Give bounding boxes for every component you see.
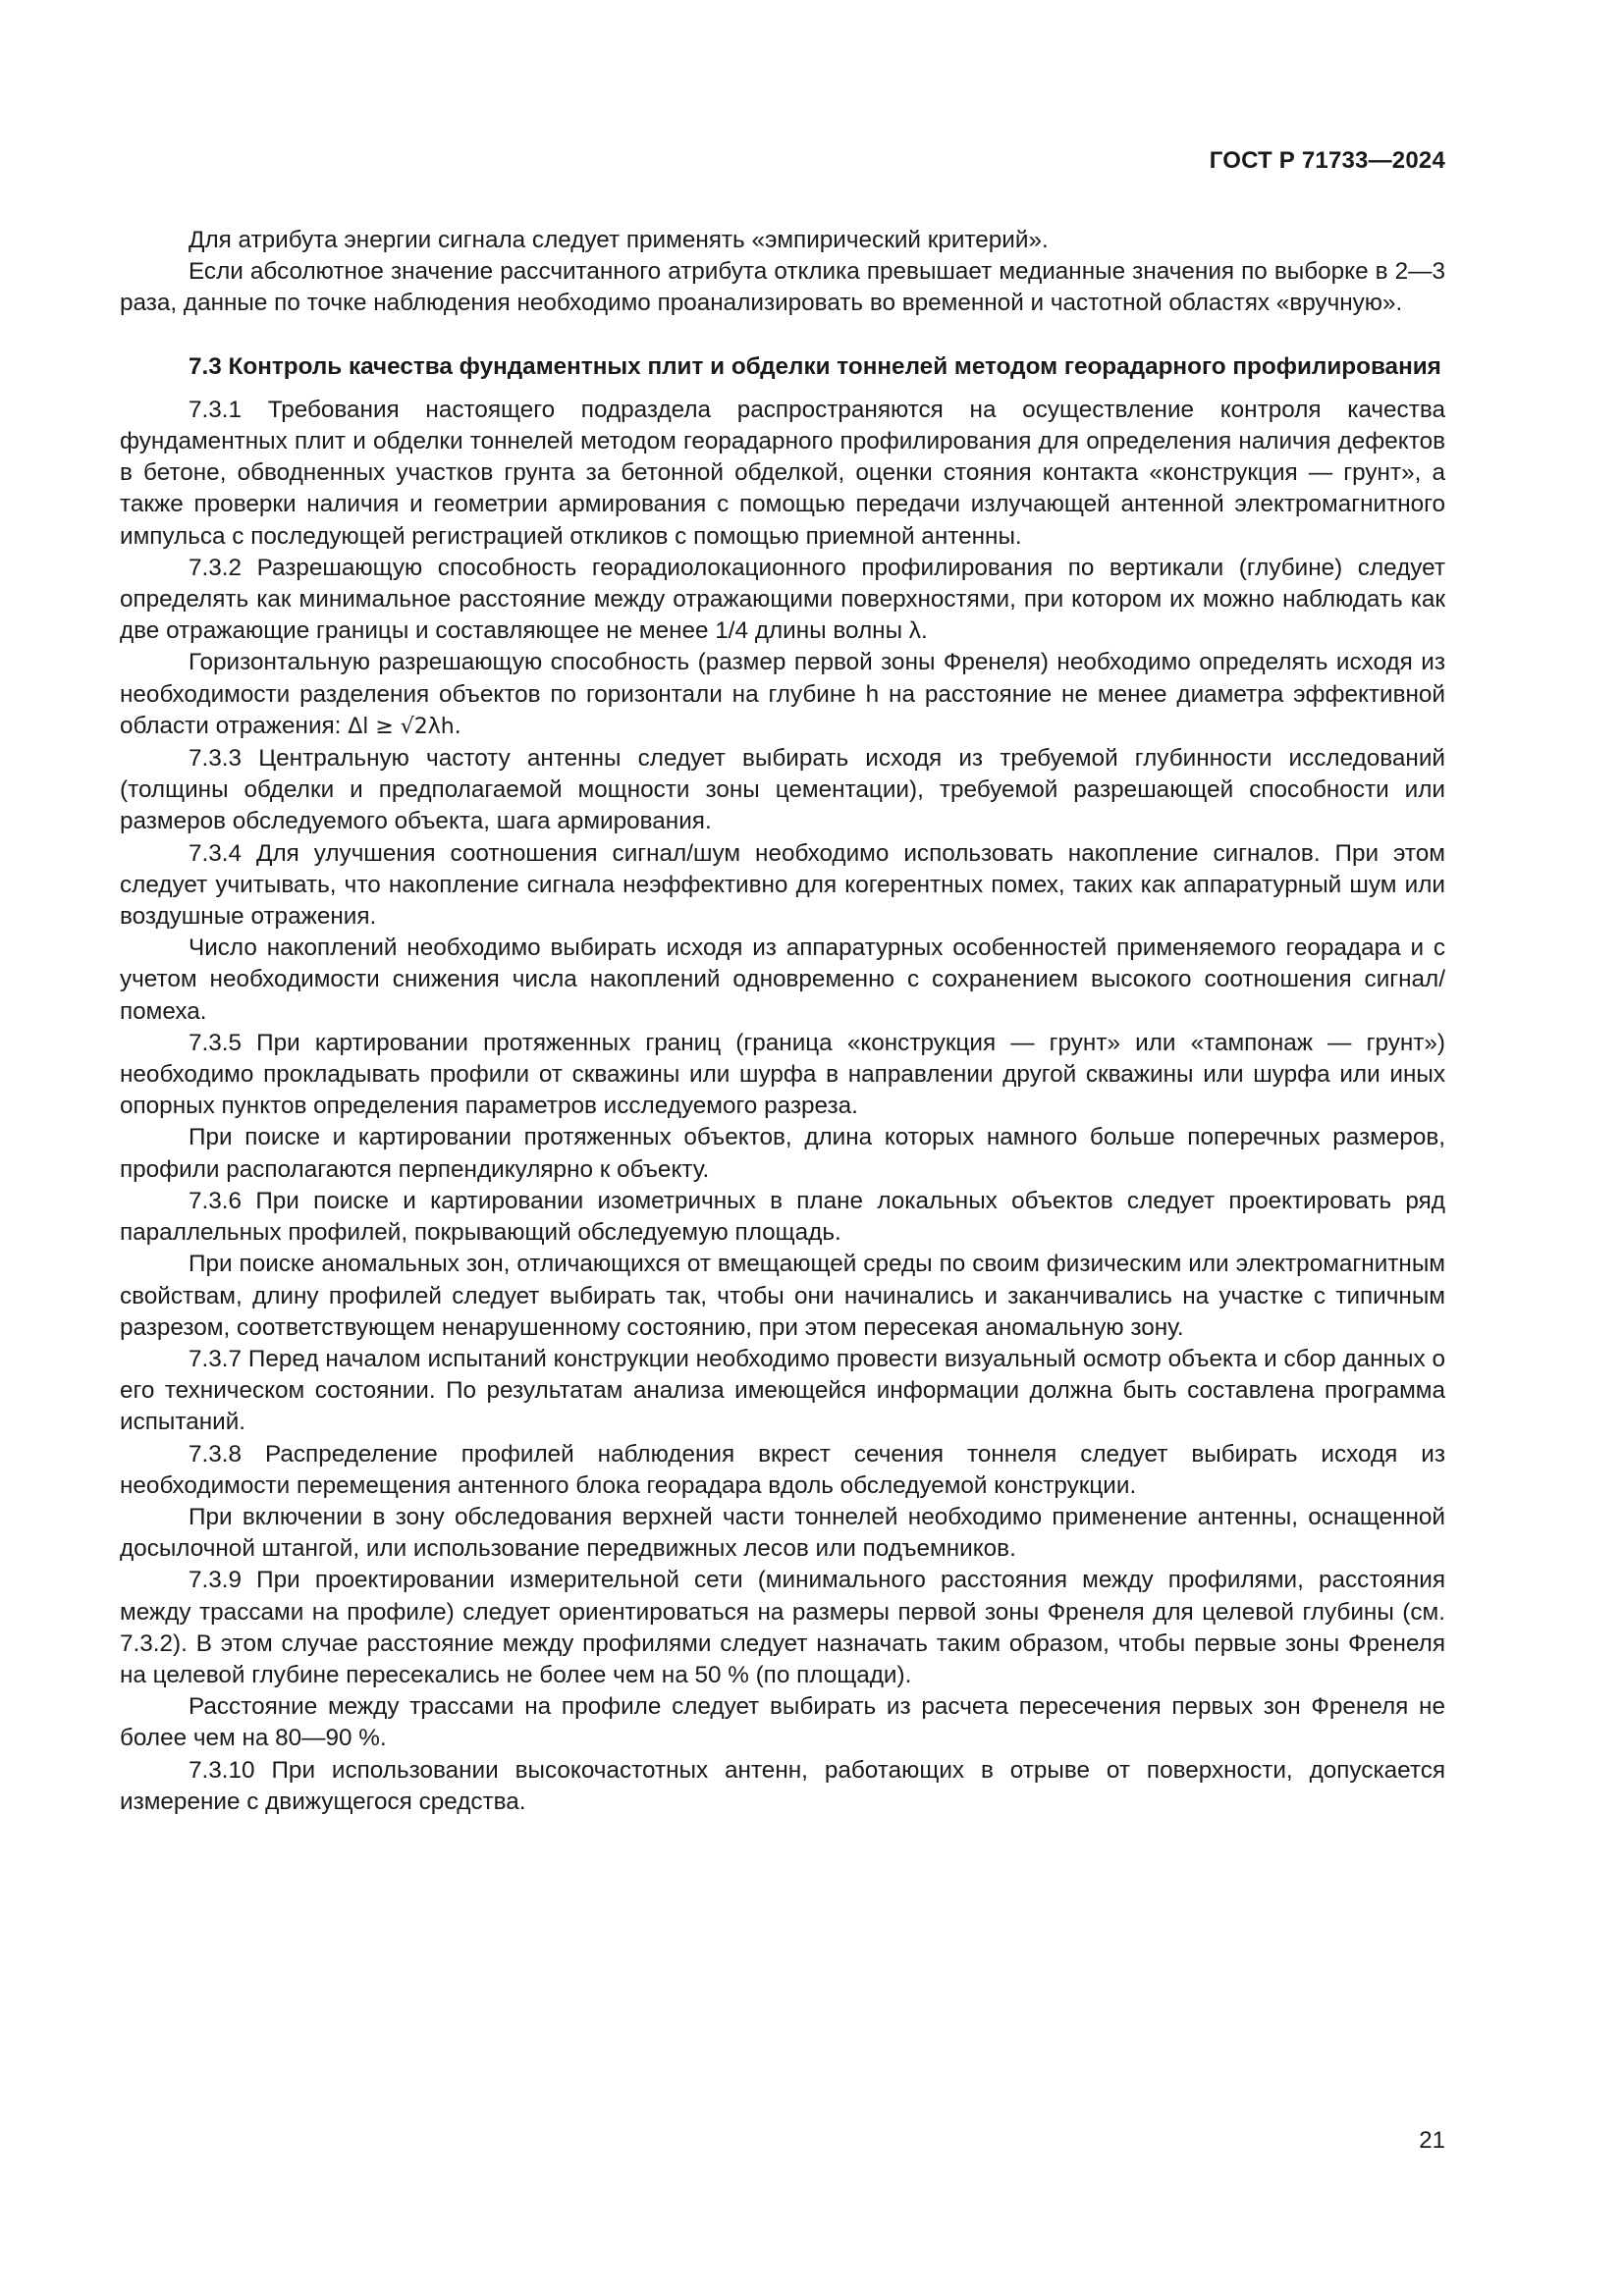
- paragraph-7-3-6: 7.3.6 При поиске и картировании изометричных в плане локальных объектов следует проектировать ряд параллельных профилей, покрывающий обследуемую площадь.: [120, 1187, 1445, 1247]
- paragraph-7-3-3: 7.3.3 Центральную частоту антенны следует выбирать исходя из требуемой глубинности исследований (толщины обделки и предполагаемой мощности зоны цементации), требуемой разрешающей способности или размеров обследуемого объекта, шага армирования.: [120, 745, 1445, 835]
- document-id-header: ГОСТ Р 71733—2024: [1209, 147, 1445, 174]
- paragraph-text: Горизонтальную разрешающую способность (размер первой зоны Френеля) необходимо определять исходя из необходимости разделения объектов по горизонтали на глубине h на расстояние не менее диаметра эффективной области отражения:: [120, 649, 1445, 739]
- page-number: 21: [1419, 2127, 1445, 2154]
- document-body: [120, 225, 1445, 1818]
- paragraph: Расстояние между трассами на профиле следует выбирать из расчета пересечения первых зон Френеля не более чем на 80—90 %.: [120, 1693, 1445, 1752]
- paragraph: Для атрибута энергии сигнала следует применять «эмпирический критерий».: [189, 227, 1049, 253]
- paragraph-7-3-9: 7.3.9 При проектировании измерительной сети (минимального расстояния между профилями, расстояния между трассами на профиле) следует ориентироваться на размеры первой зоны Френеля для целевой глубины (см. 7.3.2). В этом случае расстояние между профилями следует назначать таким образом, чтобы первые зоны Френеля на целевой глубине пересекались не более чем на 50 % (по площади).: [120, 1567, 1445, 1688]
- paragraph-7-3-2: 7.3.2 Разрешающую способность георадиолокационного профилирования по вертикали (глубине) следует определять как минимальное расстояние между отражающими поверхностями, при котором их можно наблюдать как две отражающие границы и составляющее не менее 1/4 длины волны λ.: [120, 554, 1445, 645]
- paragraph: При поиске и картировании протяженных объектов, длина которых намного больше поперечных размеров, профили располагаются перпендикулярно к объекту.: [120, 1124, 1445, 1183]
- paragraph: Число накоплений необходимо выбирать исходя из аппаратурных особенностей применяемого георадара и с учетом необходимости снижения числа накоплений одновременно с сохранением высокого соотношения сигнал/помеха.: [120, 934, 1445, 1025]
- paragraph: Если абсолютное значение рассчитанного атрибута отклика превышает медианные значения по выборке в 2—3 раза, данные по точке наблюдения необходимо проанализировать во временной и частотной областях «вручную».: [120, 258, 1445, 317]
- paragraph: При поиске аномальных зон, отличающихся от вмещающей среды по своим физическим или электромагнитным свойствам, длину профилей следует выбирать так, чтобы они начинались и заканчивались на участке с типичным разрезом, соответствующем ненарушенному состоянию, при этом пересекая аномальную зону.: [120, 1251, 1445, 1341]
- paragraph-7-3-7: 7.3.7 Перед началом испытаний конструкции необходимо провести визуальный осмотр объекта и сбор данных о его техническом состоянии. По результатам анализа имеющейся информации должна быть составлена программа испытаний.: [120, 1345, 1445, 1436]
- paragraph-7-3-4: 7.3.4 Для улучшения соотношения сигнал/шум необходимо использовать накопление сигналов. При этом следует учитывать, что накопление сигнала неэффективно для когерентных помех, таких как аппаратурный шум или воздушные отражения.: [120, 839, 1445, 931]
- paragraph-horizontal-resolution: [120, 647, 1445, 743]
- section-heading: 7.3 Контроль качества фундаментных плит и обделки тоннелей методом георадарного профилирования: [189, 352, 1441, 380]
- paragraph-7-3-5: 7.3.5 При картировании протяженных границ (граница «конструкция — грунт» или «тампонаж — грунт») необходимо прокладывать профили от скважины или шурфа в направлении другой скважины или шурфа или иных опорных пунктов определения параметров исследуемого разреза.: [120, 1029, 1445, 1120]
- paragraph: При включении в зону обследования верхней части тоннелей необходимо применение антенны, оснащенной досылочной штангой, или использование передвижных лесов или подъемников.: [120, 1503, 1445, 1563]
- paragraph-7-3-8: 7.3.8 Распределение профилей наблюдения вкрест сечения тоннеля следует выбирать исходя из необходимости перемещения антенного блока георадара вдоль обследуемой конструкции.: [120, 1440, 1445, 1499]
- fresnel-formula: Δl ≥ √2λh.: [348, 714, 461, 739]
- paragraph-7-3-10: 7.3.10 При использовании высокочастотных антенн, работающих в отрыве от поверхности, допускается измерение с движущегося средства.: [120, 1756, 1445, 1815]
- paragraph-7-3-1: 7.3.1 Требования настоящего подраздела распространяются на осуществление контроля качества фундаментных плит и обделки тоннелей методом георадарного профилирования для определения наличия дефектов в бетоне, обводненных участков грунта за бетонной обделкой, оценки стояния контакта «конструкция — грунт», а также проверки наличия и геометрии армирования с помощью передачи излучающей антенной электромагнитного импульса с последующей регистрацией откликов с помощью приемной антенны.: [120, 396, 1445, 550]
